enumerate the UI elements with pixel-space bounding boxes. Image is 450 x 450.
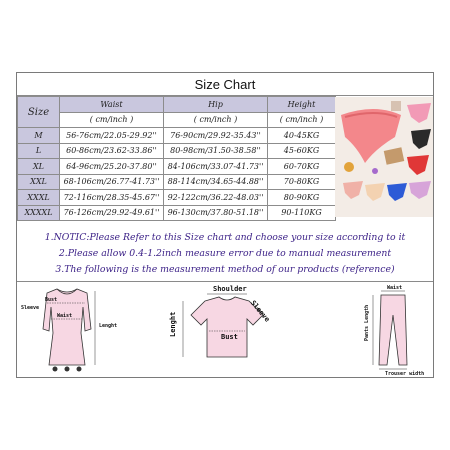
tshirt-bust-label: Bust xyxy=(221,333,238,341)
unit-waist-text: cm/inch xyxy=(95,115,128,125)
tshirt-diagram xyxy=(167,285,287,375)
tshirt-icon xyxy=(167,285,287,375)
tshirt-sleeve-label: Sleeve xyxy=(248,299,272,324)
pants-width-label: Trouser width xyxy=(385,371,425,377)
cell-size: L xyxy=(18,143,60,159)
size-chart-title: Size Chart xyxy=(17,73,433,96)
table-row xyxy=(18,159,336,175)
cell-height: 40-45KG xyxy=(268,128,336,144)
cell-waist: 60-86cm/23.62-33.86'' xyxy=(60,143,164,159)
cell-waist: 76-126cm/29.92-49.61'' xyxy=(60,205,164,221)
cell-height: 80-90KG xyxy=(268,190,336,206)
cell-waist: 72-116cm/28.35-45.67'' xyxy=(60,190,164,206)
product-photo xyxy=(335,97,433,217)
unit-hip: ( cm/inch ) xyxy=(164,112,268,128)
table-unit-row xyxy=(18,112,336,128)
cell-hip: 84-106cm/33.07-41.73'' xyxy=(164,159,268,175)
cell-hip: 80-98cm/31.50-38.58'' xyxy=(164,143,268,159)
dress-waist-label: Waist xyxy=(57,313,73,319)
cell-hip: 96-130cm/37.80-51.18'' xyxy=(164,205,268,221)
cell-height: 70-80KG xyxy=(268,174,336,190)
dress-length-label: Lenght xyxy=(99,323,118,329)
table-row xyxy=(18,205,336,221)
tshirt-length-label: Lenght xyxy=(169,311,177,337)
header-size: Size xyxy=(18,97,60,128)
cell-size: M xyxy=(18,128,60,144)
cell-waist: 64-96cm/25.20-37.80'' xyxy=(60,159,164,175)
cell-waist: 56-76cm/22.05-29.92'' xyxy=(60,128,164,144)
pants-length-label: Pants Length xyxy=(364,304,370,341)
dress-icon xyxy=(17,283,117,378)
size-table xyxy=(17,96,336,221)
table-row xyxy=(18,174,336,190)
note-1: 1.NOTIC:Please Refer to this Size chart and choose your size according to it xyxy=(44,232,406,243)
pants-icon xyxy=(347,285,427,377)
table-row xyxy=(18,190,336,206)
unit-waist: ( cm/inch ) xyxy=(60,112,164,128)
size-chart-card xyxy=(16,72,434,378)
dress-bust-label: Bust xyxy=(45,297,58,303)
note-2: 2.Please allow 0.4-1.2inch measure error due to manual measurement xyxy=(58,248,392,259)
table-header-row xyxy=(18,97,336,113)
unit-height-text: cm/inch xyxy=(285,115,318,125)
cell-hip: 88-114cm/34.65-44.88'' xyxy=(164,174,268,190)
table-row xyxy=(18,143,336,159)
section-divider xyxy=(17,281,433,282)
cell-size: XL xyxy=(18,159,60,175)
cell-height: 90-110KG xyxy=(268,205,336,221)
tshirt-shoulder-label: Shoulder xyxy=(213,285,247,293)
cell-size: XXXXL xyxy=(18,205,60,221)
header-hip: Hip xyxy=(164,97,268,113)
cell-size: XXL xyxy=(18,174,60,190)
cell-height: 45-60KG xyxy=(268,143,336,159)
unit-height: ( cm/inch ) xyxy=(268,112,336,128)
cell-height: 60-70KG xyxy=(268,159,336,175)
header-waist: Waist xyxy=(60,97,164,113)
cell-size: XXXL xyxy=(18,190,60,206)
table-row xyxy=(18,128,336,144)
cell-hip: 76-90cm/29.92-35.43'' xyxy=(164,128,268,144)
unit-hip-text: cm/inch xyxy=(199,115,232,125)
note-3: 3.The following is the measurement method of our products (reference) xyxy=(55,264,395,275)
dress-diagram xyxy=(17,283,117,378)
pants-waist-label: Waist xyxy=(387,285,403,291)
cell-hip: 92-122cm/36.22-48.03'' xyxy=(164,190,268,206)
size-notes xyxy=(17,230,433,278)
cell-waist: 68-106cm/26.77-41.73'' xyxy=(60,174,164,190)
dress-sleeve-label: Sleeve xyxy=(21,305,40,311)
pants-diagram xyxy=(347,285,427,377)
header-height: Height xyxy=(268,97,336,113)
